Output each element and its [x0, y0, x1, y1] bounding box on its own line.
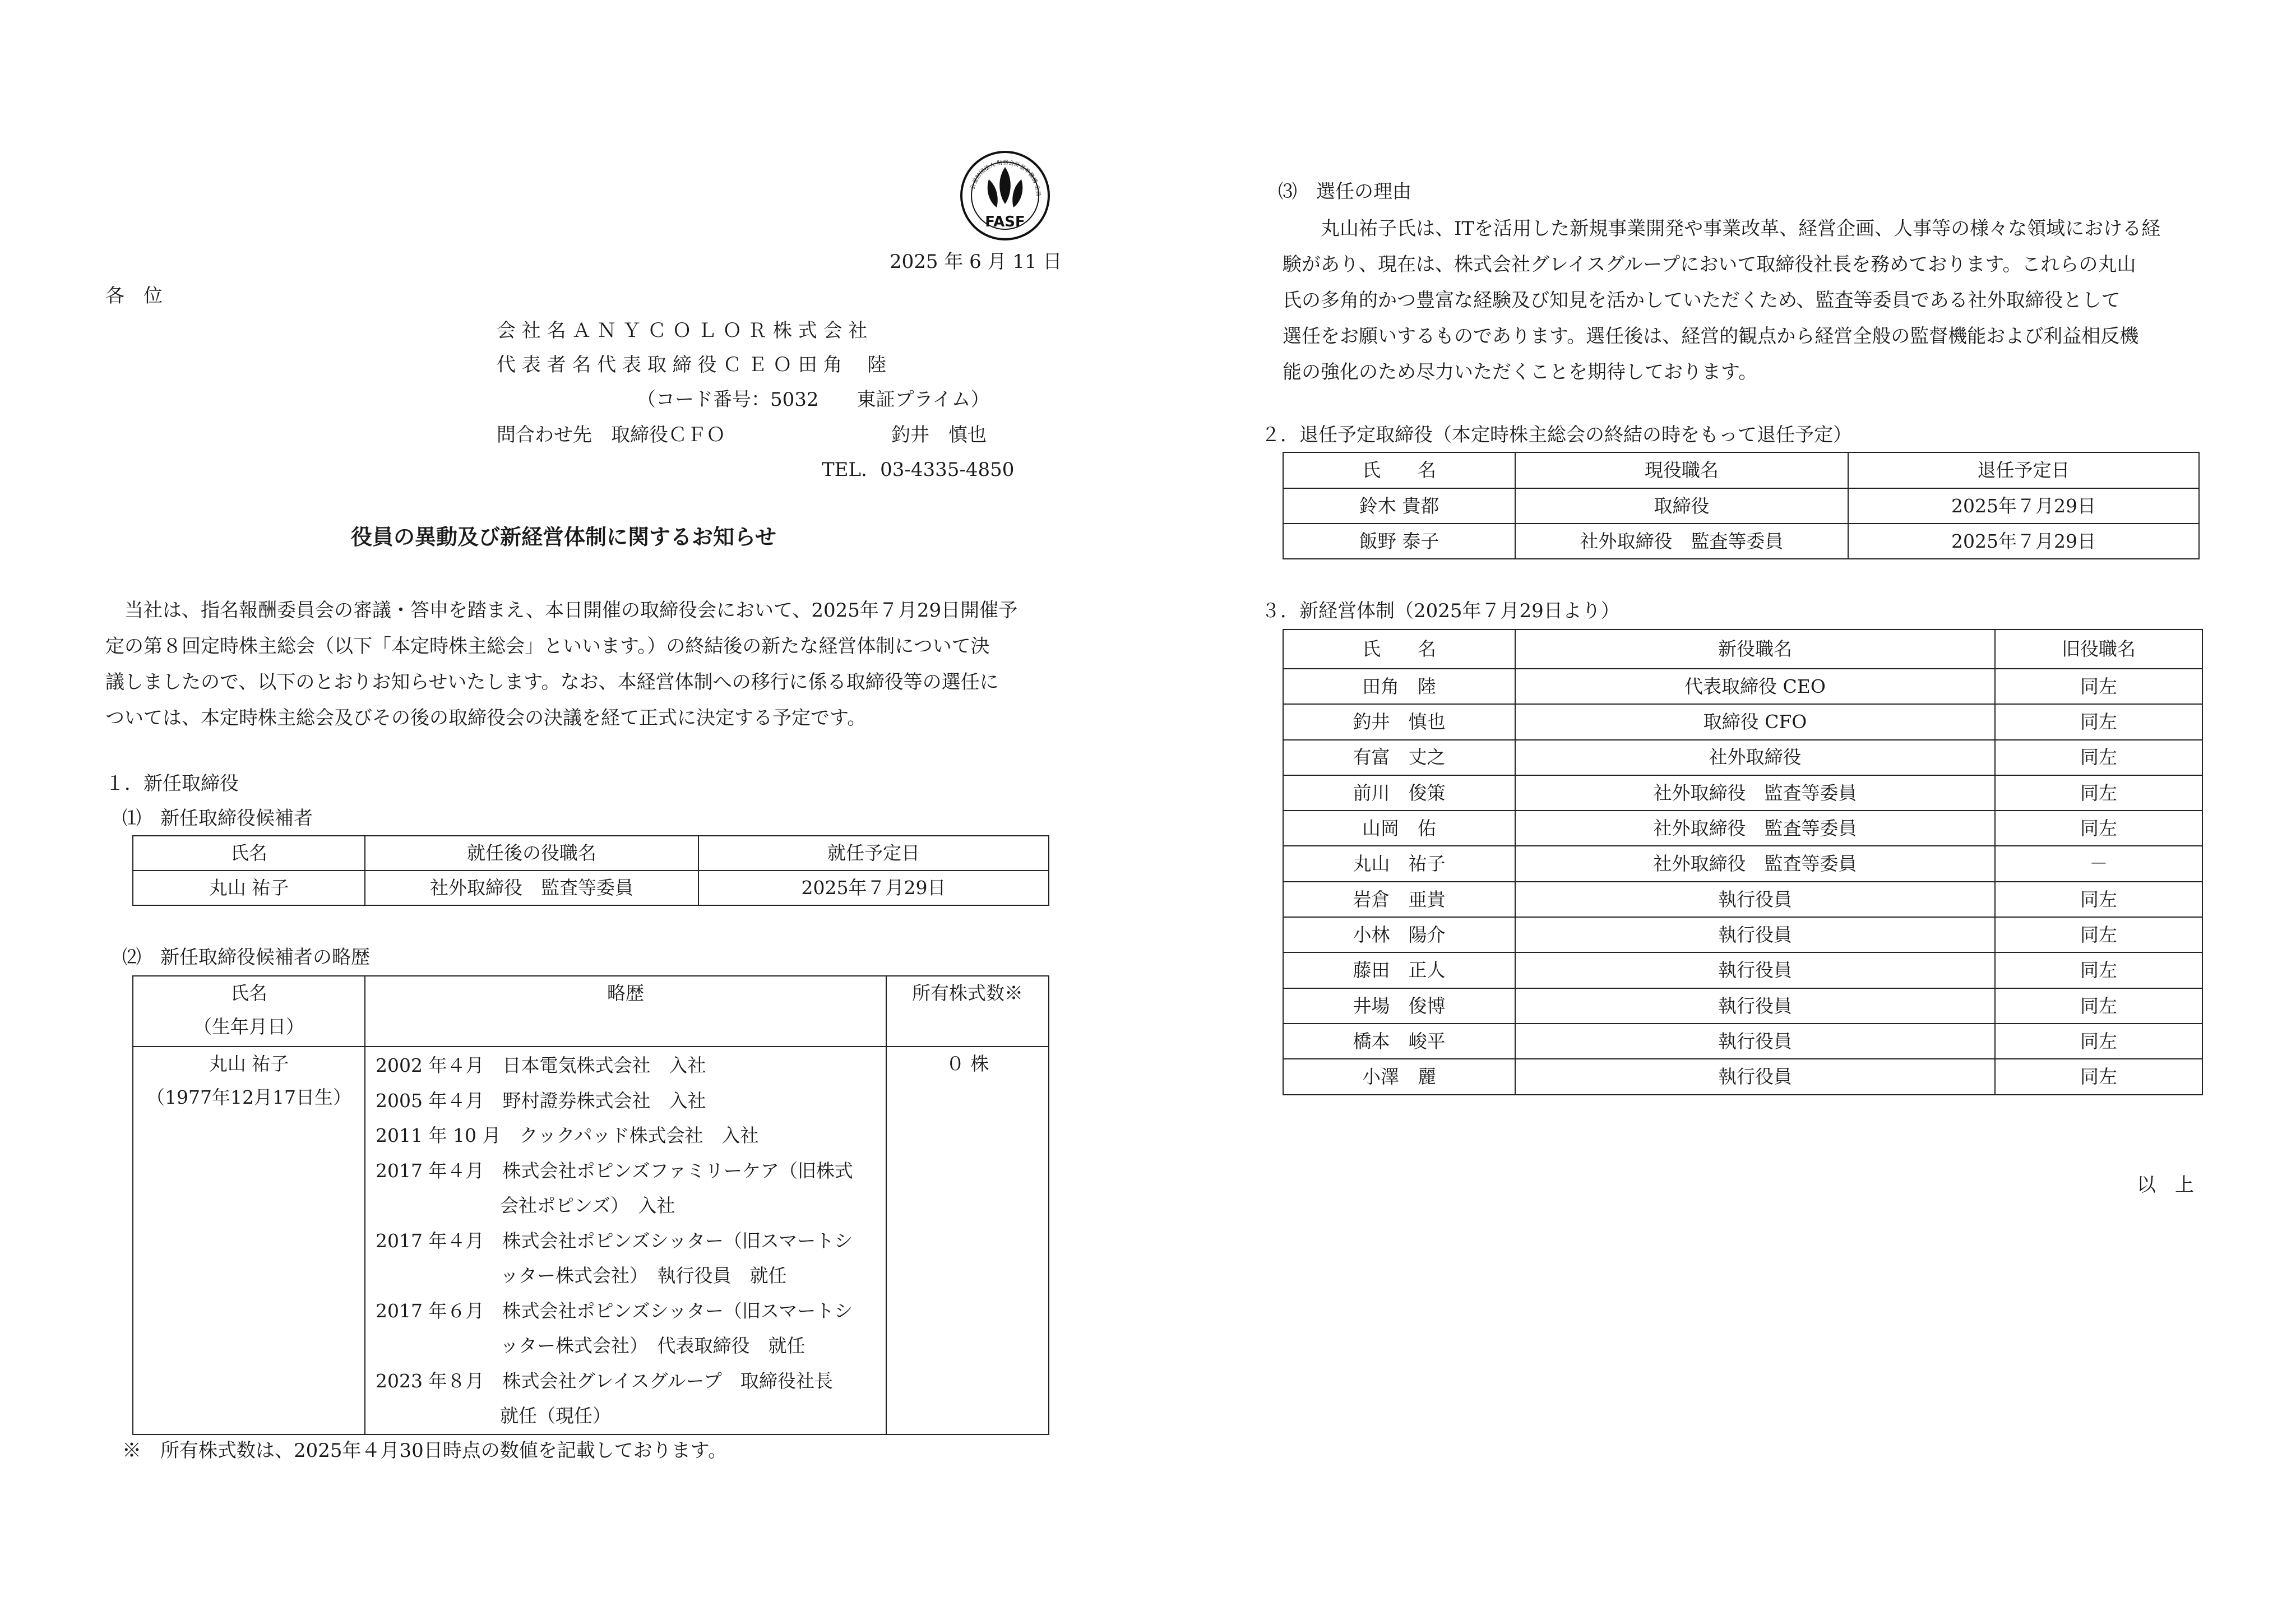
- history-line: ッター株式会社） 代表取締役 就任: [500, 1335, 806, 1357]
- table-header: 就任予定日: [698, 836, 1049, 871]
- representative-line: 代 表 者 名 代 表 取 締 役 Ｃ Ｅ Ｏ 田 角 陸: [497, 354, 887, 376]
- retiring-directors-table: [1283, 452, 2200, 559]
- table-cell: 同左: [1995, 1024, 2202, 1059]
- table-cell: 同左: [1995, 917, 2202, 952]
- document-date: 2025 年 6 月 11 日: [890, 251, 1062, 273]
- history-line: 就任（現任）: [500, 1405, 611, 1427]
- shares-footnote: ※ 所有株式数は、2025年４月30日時点の数値を記載しております。: [122, 1440, 728, 1462]
- intro-line: ついては、本定時株主総会及びその後の取締役会の決議を経て正式に決定する予定です。: [105, 707, 867, 729]
- table-header-history: 略歴: [365, 976, 886, 1047]
- closing-mark: 以 上: [2137, 1174, 2194, 1196]
- table-row: [1283, 1024, 2202, 1059]
- section1-3-heading: ⑶ 選任の理由: [1278, 180, 1411, 203]
- page-title: 役員の異動及び新経営体制に関するお知らせ: [351, 525, 776, 549]
- seal-brand-text: FASF: [985, 214, 1025, 230]
- table-row: [1283, 704, 2202, 739]
- table-header: 新役職名: [1515, 630, 1995, 669]
- reason-line: 丸山祐子氏は、ITを活用した新規事業開発や事業改革、経営企画、人事等の様々な領域における経: [1321, 217, 2161, 240]
- table-row: [1283, 952, 2202, 988]
- candidate-birth: （1977年12月17日生）: [146, 1086, 351, 1108]
- table-row: [1283, 1059, 2202, 1094]
- history-line: 会社ポピンズ） 入社: [500, 1195, 675, 1216]
- header-birth-text: （生年月日）: [193, 1016, 304, 1038]
- section1-sub2-heading: ⑵ 新任取締役候補者の略歴: [122, 946, 370, 969]
- fasf-seal-logo: [960, 150, 1050, 241]
- history-line: 2017 年４月 株式会社ポピンズシッター（旧スマートシ: [376, 1229, 853, 1252]
- table-row: [1283, 846, 2202, 881]
- intro-line: 定の第８回定時株主総会（以下「本定時株主総会」といいます。）の終結後の新たな経営体制について決: [105, 635, 990, 658]
- section1-heading: １．新任取締役: [105, 772, 239, 795]
- table-header-shares: 所有株式数※: [886, 976, 1049, 1047]
- table-cell: 執行役員: [1515, 882, 1995, 917]
- table-cell: 鈴木 貴都: [1283, 488, 1515, 524]
- history-line: ッター株式会社） 執行役員 就任: [500, 1265, 787, 1286]
- table-header: 氏 名: [1283, 630, 1515, 669]
- table-cell: 社外取締役 監査等委員: [1515, 811, 1995, 846]
- table-cell: 社外取締役 監査等委員: [365, 871, 698, 905]
- table-cell: 山岡 佑: [1283, 811, 1515, 846]
- table-row: [1283, 524, 2199, 559]
- table-row: [1283, 811, 2202, 846]
- table-header: 就任後の役職名: [365, 836, 698, 871]
- reason-line: 選任をお願いするものであります。選任後は、経営的観点から経営全般の監督機能および利益相反機: [1283, 325, 2139, 348]
- table-cell: 同左: [1995, 775, 2202, 811]
- table-row: [1283, 740, 2202, 775]
- table-cell: 同左: [1995, 704, 2202, 739]
- reason-line: 能の強化のため尽力いただくことを期待しております。: [1283, 361, 1758, 383]
- history-line: 2005 年４月 野村證券株式会社 入社: [376, 1089, 706, 1112]
- table-cell: 執行役員: [1515, 917, 1995, 952]
- career-table: [132, 975, 1049, 1435]
- table-cell: 同左: [1995, 988, 2202, 1024]
- table-cell: 藤田 正人: [1283, 952, 1515, 988]
- table-row: [1283, 917, 2202, 952]
- table-cell: 飯野 泰子: [1283, 524, 1515, 559]
- table-row: [1283, 669, 2202, 704]
- table-header: 旧役職名: [1995, 630, 2202, 669]
- candidate-cell: [133, 1047, 365, 1434]
- table-header: 現役職名: [1515, 452, 1848, 488]
- table-cell: －: [1995, 846, 2202, 881]
- selection-reason-paragraph: [1283, 211, 2207, 390]
- stock-code-line: （コード番号：5032 東証プライム）: [637, 388, 990, 411]
- table-cell: 代表取締役 CEO: [1515, 669, 1995, 704]
- new-director-table: [132, 835, 1049, 906]
- table-row: [1283, 775, 2202, 811]
- table-header-name: [133, 976, 365, 1047]
- table-cell: 同左: [1995, 811, 2202, 846]
- history-line: 2017 年６月 株式会社ポピンズシッター（旧スマートシ: [376, 1299, 853, 1322]
- table-row: [133, 1047, 1049, 1434]
- table-header: 氏 名: [1283, 452, 1515, 488]
- contact-tel: TEL．03-4335-4850: [822, 459, 1015, 481]
- table-cell: 井場 俊博: [1283, 988, 1515, 1024]
- table-cell: 有富 丈之: [1283, 740, 1515, 775]
- table-cell: 同左: [1995, 1059, 2202, 1094]
- reason-line: 氏の多角的かつ豊富な経験及び知見を活かしていただくため、監査等委員である社外取締役として: [1283, 289, 2121, 312]
- contact-name: 釣井 慎也: [891, 424, 987, 446]
- table-cell: 社外取締役 監査等委員: [1515, 846, 1995, 881]
- table-cell: 執行役員: [1515, 1059, 1995, 1094]
- table-cell: 社外取締役 監査等委員: [1515, 524, 1848, 559]
- history-line: 2002 年４月 日本電気株式会社 入社: [376, 1054, 706, 1076]
- history-line: 2011 年 10 月 クックパッド株式会社 入社: [376, 1124, 759, 1146]
- table-cell: 同左: [1995, 952, 2202, 988]
- table-cell: 執行役員: [1515, 988, 1995, 1024]
- table-cell: 前川 俊策: [1283, 775, 1515, 811]
- table-row: [1283, 882, 2202, 917]
- reason-line: 験があり、現在は、株式会社グレイスグループにおいて取締役社長を務めております。これらの丸山: [1283, 253, 2136, 276]
- table-cell: 釣井 慎也: [1283, 704, 1515, 739]
- table-cell: 執行役員: [1515, 1024, 1995, 1059]
- table-cell: 小澤 麗: [1283, 1059, 1515, 1094]
- section3-heading: ３．新経営体制（2025年７月29日より）: [1261, 600, 1620, 622]
- history-cell: [365, 1047, 886, 1434]
- section2-heading: ２．退任予定取締役（本定時株主総会の終結の時をもって退任予定）: [1261, 424, 1852, 446]
- table-cell: 執行役員: [1515, 952, 1995, 988]
- addressee: 各 位: [105, 285, 163, 307]
- seal-ring-text: 公益財団法人 財務会計基準機構 会員: [970, 159, 1041, 197]
- table-cell: 橋本 峻平: [1283, 1024, 1515, 1059]
- table-row: [1283, 988, 2202, 1024]
- table-header: 氏名: [133, 836, 365, 871]
- company-name-line: 会 社 名 Ａ Ｎ Ｙ Ｃ Ｏ Ｌ Ｏ Ｒ 株 式 会 社: [497, 320, 868, 342]
- table-cell: 同左: [1995, 882, 2202, 917]
- history-line: 2017 年４月 株式会社ポピンズファミリーケア（旧株式: [376, 1159, 853, 1182]
- intro-paragraph: [105, 593, 1047, 736]
- table-cell: 2025年７月29日: [698, 871, 1049, 905]
- table-cell: 2025年７月29日: [1848, 524, 2199, 559]
- table-cell: 取締役: [1515, 488, 1848, 524]
- table-row: [133, 871, 1049, 905]
- table-cell: 社外取締役 監査等委員: [1515, 775, 1995, 811]
- intro-line: 議しましたので、以下のとおりお知らせいたします。なお、本経営体制への移行に係る取締役等の選任に: [105, 671, 999, 693]
- table-cell: 2025年７月29日: [1848, 488, 2199, 524]
- candidate-name: 丸山 祐子: [209, 1053, 289, 1075]
- table-cell: 岩倉 亜貴: [1283, 882, 1515, 917]
- table-cell: 小林 陽介: [1283, 917, 1515, 952]
- section1-sub1-heading: ⑴ 新任取締役候補者: [122, 807, 313, 830]
- table-cell: 丸山 祐子: [133, 871, 365, 905]
- table-cell: 同左: [1995, 740, 2202, 775]
- header-name-text: 氏名: [230, 982, 267, 1004]
- table-cell: 田角 陸: [1283, 669, 1515, 704]
- table-row: [1283, 488, 2199, 524]
- shares-cell: ０ 株: [886, 1047, 1049, 1434]
- history-line: 2023 年８月 株式会社グレイスグループ 取締役社長: [376, 1369, 833, 1392]
- table-cell: 社外取締役: [1515, 740, 1995, 775]
- intro-line: 当社は、指名報酬委員会の審議・答申を踏まえ、本日開催の取締役会において、2025年７月29日開催予: [124, 599, 1018, 622]
- table-cell: 丸山 祐子: [1283, 846, 1515, 881]
- new-management-table: [1283, 629, 2203, 1095]
- table-header: 退任予定日: [1848, 452, 2199, 488]
- table-cell: 同左: [1995, 669, 2202, 704]
- table-cell: 取締役 CFO: [1515, 704, 1995, 739]
- contact-label: 問合わせ先 取締役ＣＦＯ: [497, 424, 725, 446]
